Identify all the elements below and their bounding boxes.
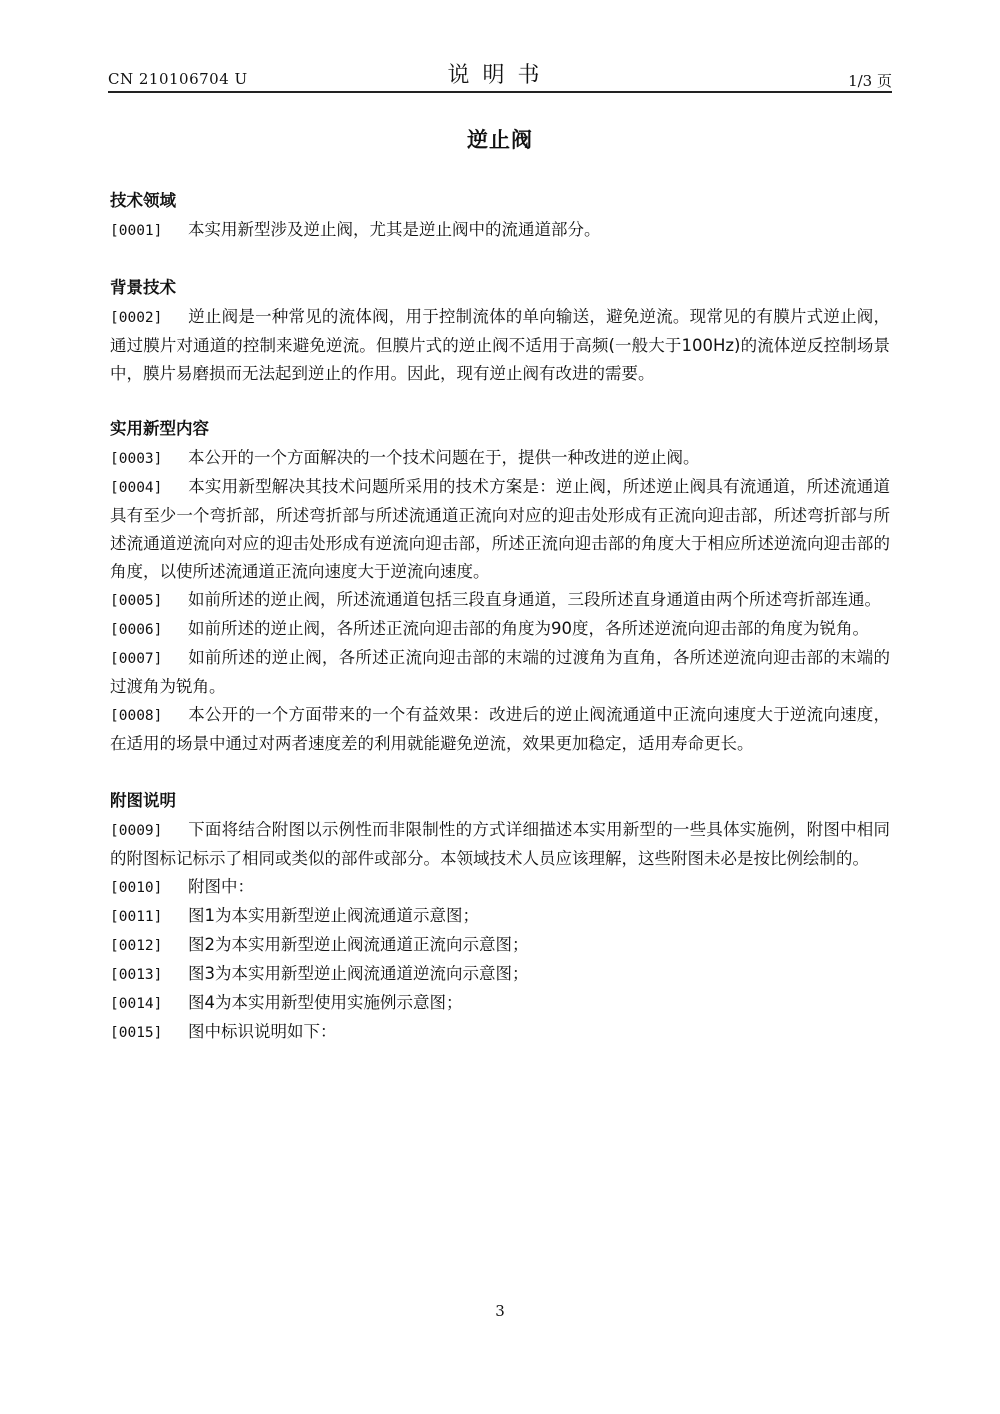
paragraph — [110, 615, 890, 644]
paragraph — [110, 989, 890, 1018]
section-heading-content: 实用新型内容 — [110, 419, 209, 438]
paragraph-number: [0015] — [110, 1025, 163, 1041]
document-title: 逆止阀 — [467, 128, 533, 152]
paragraph-text: 图3为本实用新型逆止阀流通道逆流向示意图； — [188, 964, 529, 983]
section-heading-figures: 附图说明 — [110, 791, 176, 810]
paragraph — [110, 816, 890, 873]
section-heading-tech-field: 技术领域 — [110, 191, 176, 210]
section-heading-background: 背景技术 — [110, 278, 176, 297]
paragraph-number: [0002] — [110, 310, 163, 326]
page-number: 3 — [495, 1302, 505, 1320]
paragraph-number: [0006] — [110, 622, 163, 638]
paragraph-text: 本公开的一个方面带来的一个有益效果：改进后的逆止阀流通道中正流向速度大于逆流向速度，在适用的场景中通过对两者速度差的利用就能避免逆流，效果更加稳定，适用寿命更长。 — [110, 705, 890, 753]
document-body — [110, 186, 890, 1047]
paragraph-number: [0012] — [110, 938, 163, 954]
paragraph-text: 本实用新型解决其技术问题所采用的技术方案是：逆止阀，所述逆止阀具有流通道，所述流通道具有至少一个弯折部，所述弯折部与所述流通道正流向对应的迎击处形成有正流向迎击部，所述弯折部与所述流通道逆流向对应的迎击处形成有逆流向迎击部，所述正流向迎击部的角度大于相应所述逆流向迎击部的角度，以使所述流通道正流向速度大于逆流向速度。 — [110, 477, 890, 581]
paragraph-text: 如前所述的逆止阀，各所述正流向迎击部的角度为90度，各所述逆流向迎击部的角度为锐角。 — [188, 619, 869, 638]
paragraph-text: 图4为本实用新型使用实施例示意图； — [188, 993, 463, 1012]
paragraph — [110, 444, 890, 473]
paragraph-number: [0010] — [110, 880, 163, 896]
page-count: 1/3 页 — [848, 72, 892, 90]
page-header — [108, 58, 892, 94]
paragraph — [110, 303, 890, 388]
paragraph-number: [0005] — [110, 593, 163, 609]
paragraph-text: 逆止阀是一种常见的流体阀，用于控制流体的单向输送，避免逆流。现常见的有膜片式逆止阀，通过膜片对通道的控制来避免逆流。但膜片式的逆止阀不适用于高频(一般大于100Hz)的流体逆反控制场景中，膜片易磨损而无法起到逆止的作用。因此，现有逆止阀有改进的需要。 — [110, 307, 890, 383]
paragraph-number: [0004] — [110, 480, 163, 496]
paragraph-text: 本公开的一个方面解决的一个技术问题在于，提供一种改进的逆止阀。 — [188, 448, 700, 467]
paragraph-text: 附图中： — [188, 877, 254, 896]
paragraph — [110, 873, 890, 902]
paragraph-text: 本实用新型涉及逆止阀，尤其是逆止阀中的流通道部分。 — [188, 220, 601, 239]
paragraph-number: [0008] — [110, 708, 163, 724]
paragraph-text: 图中标识说明如下： — [188, 1022, 337, 1041]
paragraph — [110, 902, 890, 931]
paragraph-text: 下面将结合附图以示例性而非限制性的方式详细描述本实用新型的一些具体实施例，附图中相同的附图标记标示了相同或类似的部件或部分。本领域技术人员应该理解，这些附图未必是按比例绘制的。 — [110, 820, 890, 868]
paragraph — [110, 473, 890, 586]
paragraph-text: 图1为本实用新型逆止阀流通道示意图； — [188, 906, 479, 925]
header-rule — [108, 91, 892, 93]
paragraph-text: 如前所述的逆止阀，各所述正流向迎击部的末端的过渡角为直角，各所述逆流向迎击部的末端的过渡角为锐角。 — [110, 648, 890, 696]
paragraph — [110, 1018, 890, 1047]
paragraph — [110, 586, 890, 615]
paragraph — [110, 960, 890, 989]
publication-number: CN 210106704 U — [108, 70, 248, 88]
paragraph-text: 如前所述的逆止阀，所述流通道包括三段直身通道，三段所述直身通道由两个所述弯折部连通。 — [188, 590, 881, 609]
paragraph-number: [0011] — [110, 909, 163, 925]
paragraph-number: [0009] — [110, 823, 163, 839]
paragraph-number: [0014] — [110, 996, 163, 1012]
paragraph-number: [0013] — [110, 967, 163, 983]
paragraph — [110, 701, 890, 758]
paragraph — [110, 644, 890, 701]
paragraph-number: [0001] — [110, 223, 163, 239]
paragraph — [110, 216, 890, 245]
document-type: 说明书 — [447, 63, 553, 88]
paragraph — [110, 931, 890, 960]
paragraph-number: [0003] — [110, 451, 163, 467]
paragraph-number: [0007] — [110, 651, 163, 667]
paragraph-text: 图2为本实用新型逆止阀流通道正流向示意图； — [188, 935, 529, 954]
